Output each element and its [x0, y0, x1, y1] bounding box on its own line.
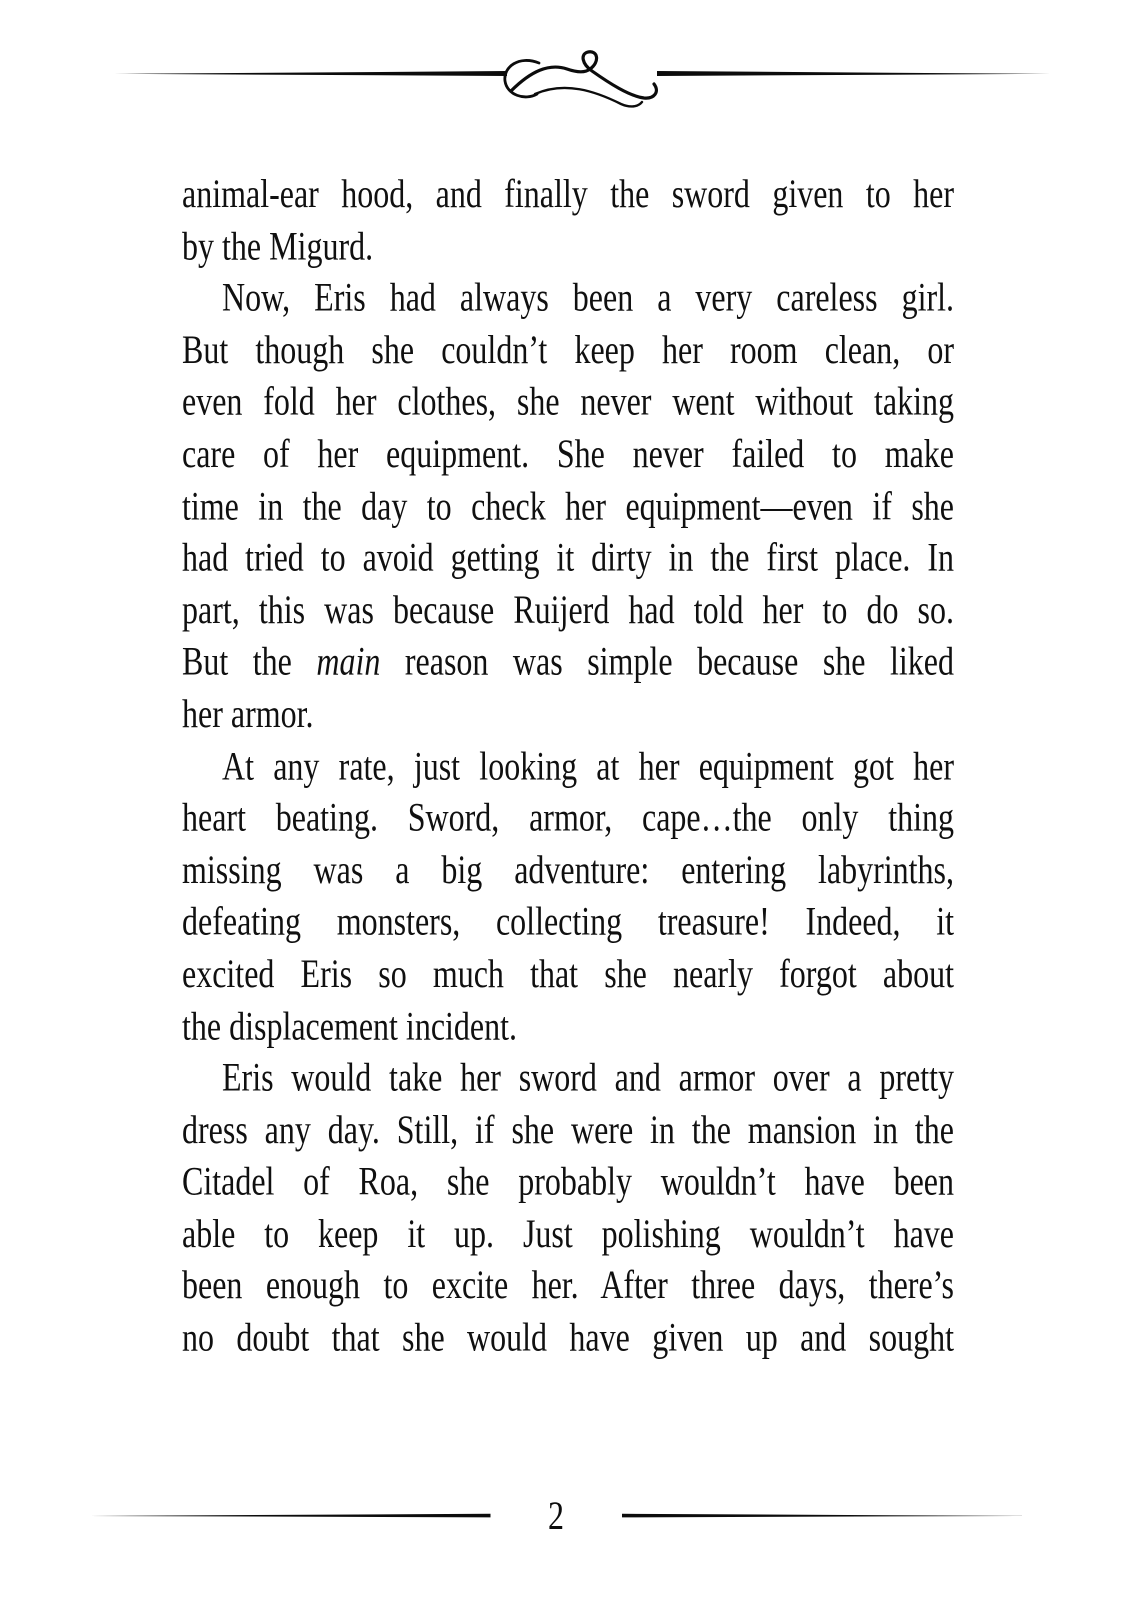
text-line: had tried to avoid getting it dirty in the first place. In [182, 534, 954, 580]
text-line: even fold her clothes, she never went without taking [182, 378, 954, 424]
text-line: the displacement incident. [182, 1002, 517, 1048]
text-line: time in the day to check her equipment—even if she [182, 482, 954, 528]
page-body [182, 168, 954, 1364]
footer-rule-right [622, 1512, 1023, 1519]
text-line: dress any day. Still, if she were in the mansion in the [182, 1106, 954, 1152]
text-line: defeating monsters, collecting treasure! Indeed, it [182, 898, 954, 944]
calligraphic-swash-icon [497, 47, 667, 113]
text-line: no doubt that she would have given up and sought [182, 1314, 954, 1360]
text-line: Eris would take her sword and armor over a pretty [222, 1054, 954, 1100]
page-number-wrap [491, 1492, 622, 1538]
text-line: able to keep it up. Just polishing wouldn’t have [182, 1210, 954, 1256]
text-line: excited Eris so much that she nearly forgot about [182, 950, 954, 996]
header-divider [114, 70, 1050, 76]
text-line: by the Migurd. [182, 222, 374, 268]
text-line: missing was a big adventure: entering labyrinths, [182, 846, 954, 892]
text-line: been enough to excite her. After three days, there’s [182, 1262, 954, 1308]
text-line: Now, Eris had always been a very careless girl. [222, 274, 954, 320]
text-line: But the main reason was simple because she liked [182, 638, 955, 684]
text-line: care of her equipment. She never failed to make [182, 430, 954, 476]
footer-divider [90, 1492, 1022, 1538]
text-line: At any rate, just looking at her equipment got her [222, 742, 954, 788]
page-number: 2 [548, 1492, 564, 1538]
header-rule-left [114, 70, 507, 77]
text-line: her armor. [182, 690, 314, 736]
text-line: part, this was because Ruijerd had told her to do so. [182, 586, 954, 632]
text-line: Citadel of Roa, she probably wouldn’t have been [182, 1158, 954, 1204]
header-rule-right [657, 70, 1050, 77]
footer-rule-left [90, 1512, 491, 1519]
text-line: But though she couldn’t keep her room clean, or [182, 326, 954, 372]
text-line: animal-ear hood, and finally the sword given to her [182, 170, 954, 216]
text-line: heart beating. Sword, armor, cape…the only thing [182, 794, 954, 840]
